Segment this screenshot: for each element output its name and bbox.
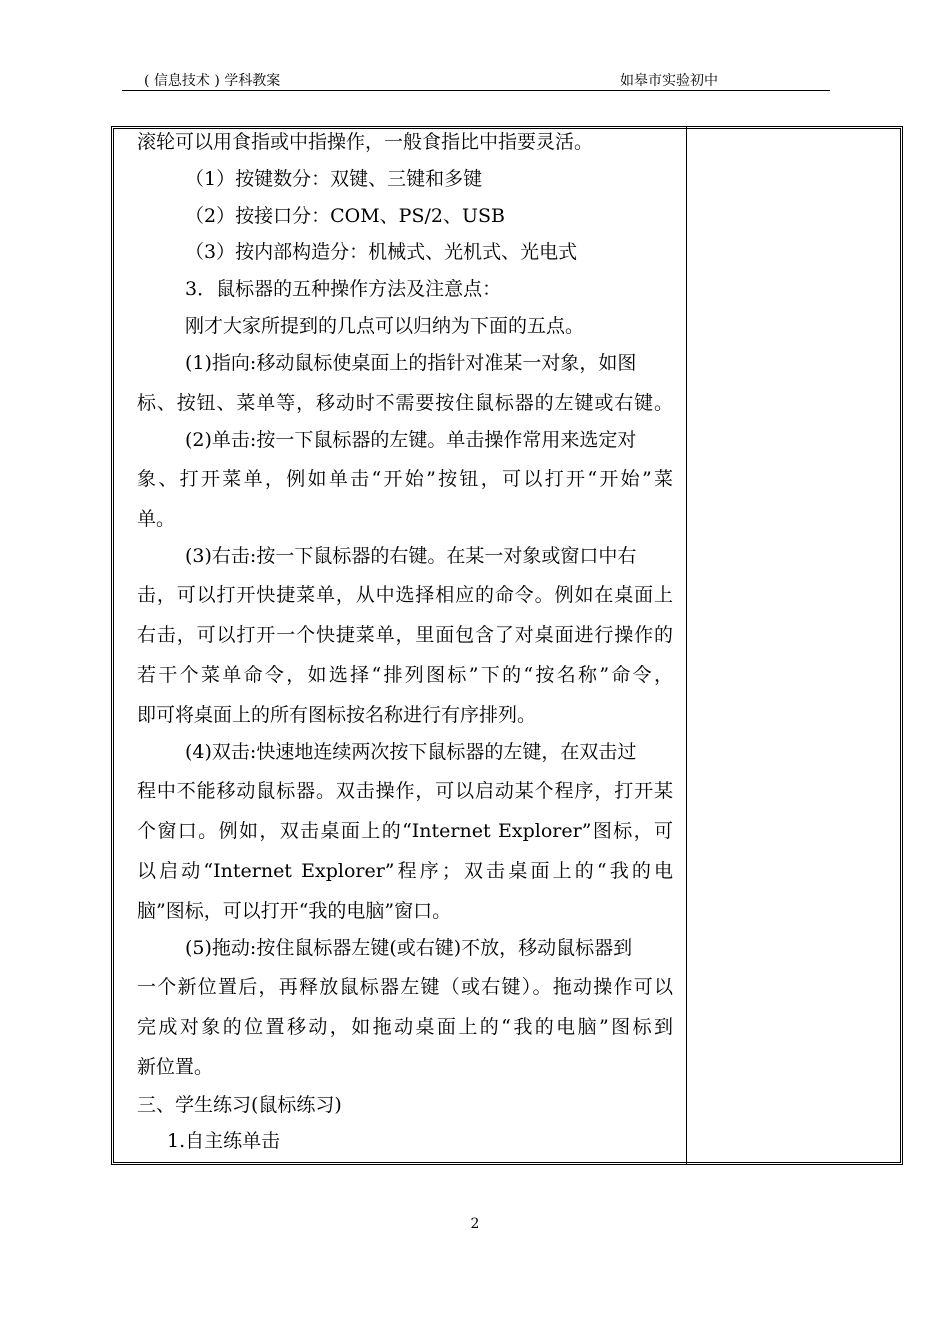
text-line: 右击，可以打开一个快捷菜单，里面包含了对桌面进行操作的 [137, 624, 673, 646]
text-line: 标、按钮、菜单等，移动时不需要按住鼠标器的左键或右键。 [137, 392, 673, 414]
table-column-divider [686, 126, 687, 1165]
page-number: 2 [470, 1216, 480, 1232]
text-line: 个窗口。例如，双击桌面上的“Internet Explorer”图标，可 [137, 820, 673, 842]
text-line: 脑”图标，可以打开“我的电脑”窗口。 [137, 900, 452, 922]
text-line: 刚才大家所提到的几点可以归纳为下面的五点。 [185, 315, 585, 337]
text-line: 程中不能移动鼠标器。双击操作，可以启动某个程序，打开某 [137, 780, 673, 802]
page-header [122, 68, 830, 91]
text-line: (5)拖动:按住鼠标器左键(或右键)不放，移动鼠标器到 [185, 937, 633, 959]
text-line: 完成对象的位置移动，如拖动桌面上的“我的电脑”图标到 [137, 1016, 673, 1038]
section-heading: 三、学生练习(鼠标练习) [137, 1094, 342, 1116]
text-line: (1)指向:移动鼠标使桌面上的指针对准某一对象，如图 [185, 352, 637, 374]
text-line: 新位置。 [137, 1056, 214, 1078]
text-line: 击，可以打开快捷菜单，从中选择相应的命令。例如在桌面上 [137, 584, 673, 606]
text-line: 一个新位置后，再释放鼠标器左键（或右键）。拖动操作可以 [137, 976, 673, 998]
text-line: (3)右击:按一下鼠标器的右键。在某一对象或窗口中右 [185, 545, 637, 567]
text-line: （2）按接口分：COM、PS/2、USB [185, 205, 505, 227]
text-line: （1）按键数分：双键、三键和多键 [185, 168, 483, 190]
text-line: （3）按内部构造分：机械式、光机式、光电式 [185, 241, 578, 263]
text-line: (2)单击:按一下鼠标器的左键。单击操作常用来选定对 [185, 429, 637, 451]
section-heading: 3．鼠标器的五种操作方法及注意点： [185, 278, 502, 300]
text-line: 象、打开菜单，例如单击“开始”按钮，可以打开“开始”菜 [137, 468, 673, 490]
text-line: 若干个菜单命令，如选择“排列图标”下的“按名称”命令， [137, 664, 673, 686]
text-line: 单。 [137, 508, 176, 530]
text-line: 滚轮可以用食指或中指操作，一般食指比中指要灵活。 [137, 131, 594, 153]
text-line: (4)双击:快速地连续两次按下鼠标器的左键，在双击过 [185, 741, 637, 763]
text-line: 1.自主练单击 [167, 1130, 281, 1152]
text-line: 以启动“Internet Explorer”程序；双击桌面上的“我的电 [137, 860, 673, 882]
header-subject: ( 信息技术 ) 学科教案 [144, 73, 281, 89]
header-school: 如皋市实验初中 [620, 73, 718, 89]
text-line: 即可将桌面上的所有图标按名称进行有序排列。 [137, 704, 537, 726]
